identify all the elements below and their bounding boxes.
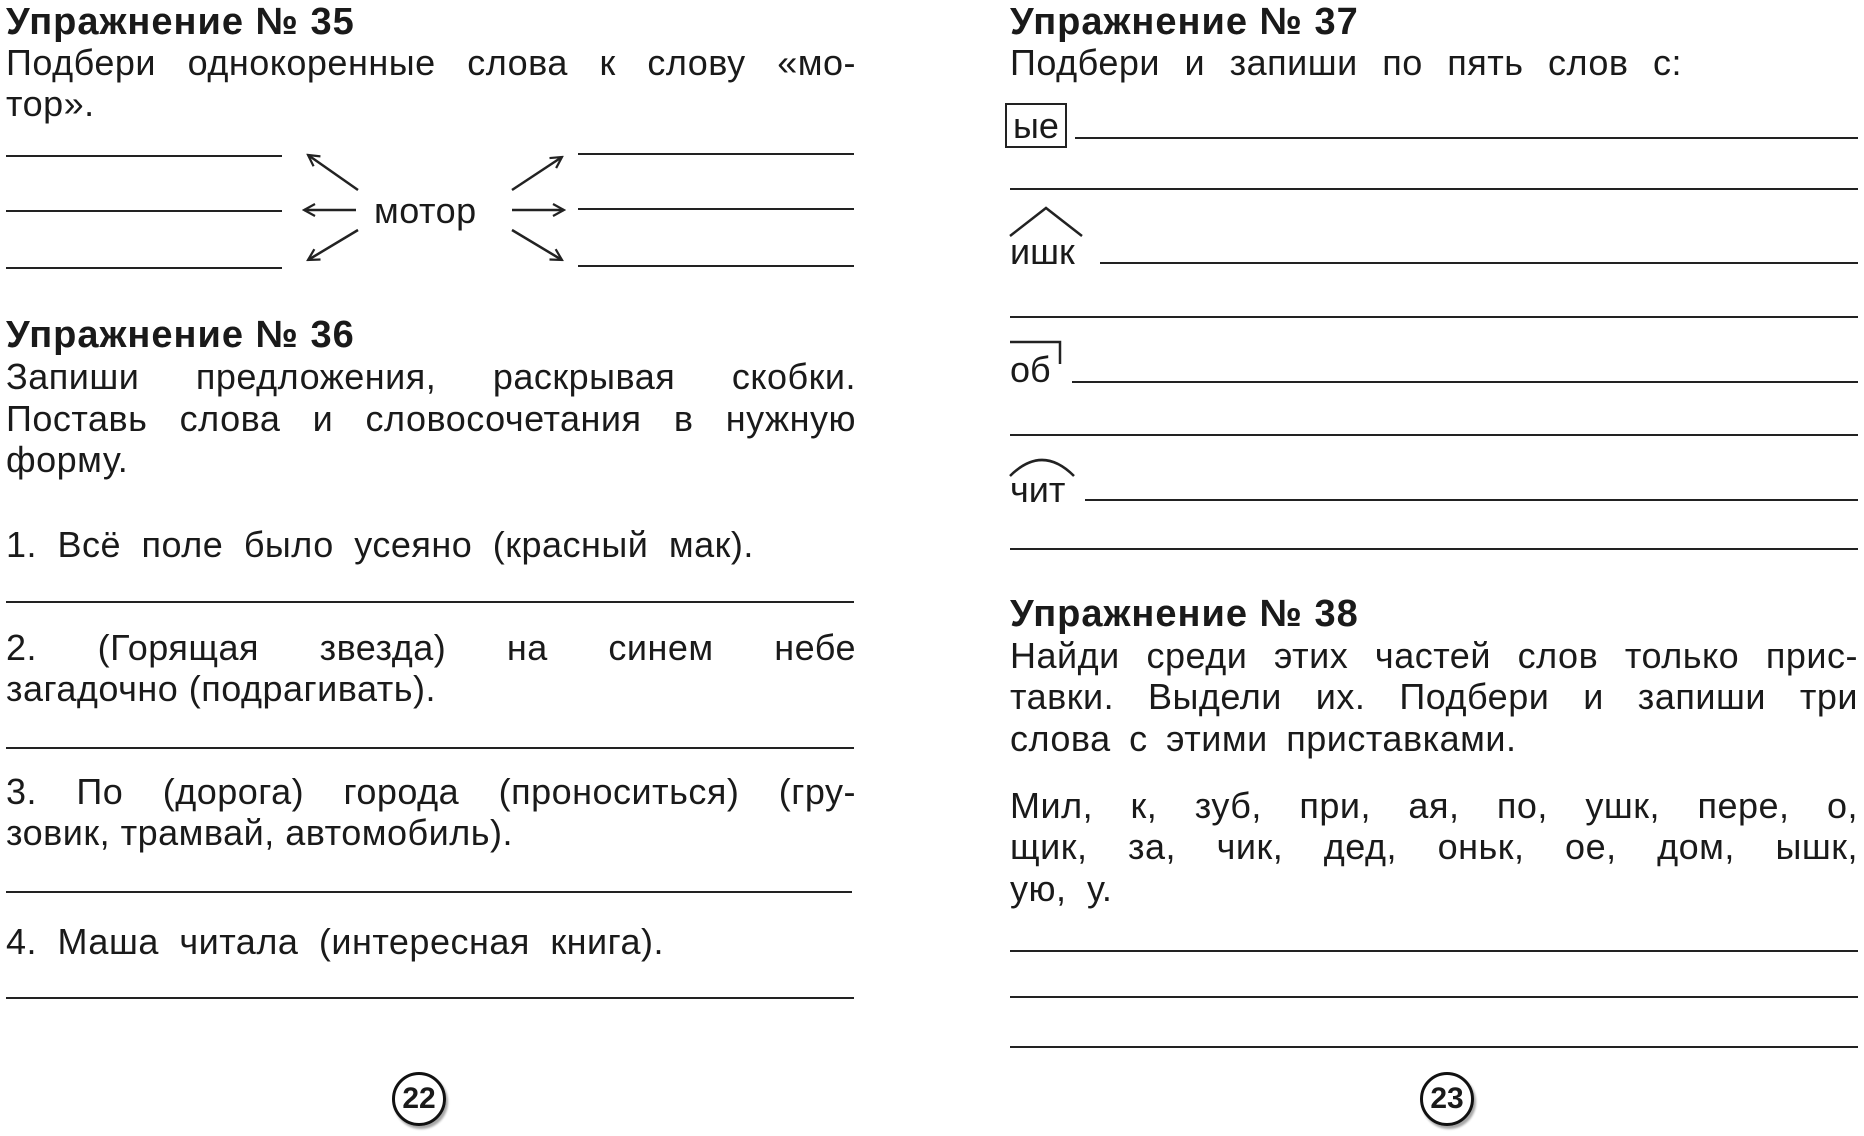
exercise-35-title: Упражнение № 35 [6, 1, 355, 43]
sentence-3-line1: 3. По (дорога) города (проноситься) (гру- [6, 771, 856, 812]
word-parts-line1: Мил, к, зуб, при, ая, по, ушк, пере, о, [1010, 785, 1858, 826]
answer-line[interactable] [6, 210, 282, 212]
exercise-38-task-line3: слова с этими приставками. [1010, 718, 1517, 759]
answer-line[interactable] [1072, 381, 1858, 383]
answer-line[interactable] [1010, 996, 1858, 998]
exercise-38-title: Упражнение № 38 [1010, 593, 1359, 635]
answer-line[interactable] [1010, 548, 1858, 550]
sentence-2-line1: 2. (Горящая звезда) на синем небе [6, 627, 856, 668]
answer-line[interactable] [1010, 188, 1858, 190]
answer-line[interactable] [1010, 950, 1858, 952]
morpheme-root: чит [1010, 469, 1066, 510]
arrow-icon [512, 157, 562, 190]
answer-line[interactable] [1010, 434, 1858, 436]
page-number-22: 22 [392, 1072, 446, 1126]
answer-line[interactable] [578, 265, 854, 267]
answer-line[interactable] [1075, 137, 1858, 139]
sentence-2-line2: загадочно (подрагивать). [6, 668, 436, 709]
sentence-3-line2: зовик, трамвай, автомобиль). [6, 812, 513, 853]
arrow-icon [308, 230, 358, 260]
answer-line[interactable] [1010, 1046, 1858, 1048]
morpheme-prefix: об [1010, 349, 1051, 390]
exercise-37-title: Упражнение № 37 [1010, 1, 1359, 43]
answer-line[interactable] [1100, 262, 1858, 264]
answer-line[interactable] [578, 153, 854, 155]
exercise-36-title: Упражнение № 36 [6, 314, 355, 356]
page-number-23: 23 [1420, 1072, 1474, 1126]
word-parts-line2: щик, за, чик, дед, оньк, ое, дом, ышк, [1010, 826, 1858, 867]
answer-line[interactable] [6, 155, 282, 157]
sentence-1: 1. Всё поле было усеяно (красный мак). [6, 524, 754, 565]
answer-line[interactable] [6, 997, 854, 999]
answer-line[interactable] [1085, 499, 1858, 501]
answer-line[interactable] [578, 208, 854, 210]
exercise-37-task: Подбери и запиши по пять слов с: [1010, 42, 1683, 83]
answer-line[interactable] [6, 747, 854, 749]
arrow-icon [512, 230, 562, 260]
exercise-38-task-line1: Найди среди этих частей слов только прис- [1010, 635, 1858, 676]
exercise-35-task-line1: Подбери однокоренные слова к слову «мо- [6, 42, 856, 83]
answer-line[interactable] [6, 891, 852, 893]
exercise-35-task-line2: тор». [6, 83, 95, 124]
morpheme-suffix: ишк [1010, 231, 1075, 272]
answer-line[interactable] [1010, 316, 1858, 318]
exercise-36-task-line1: Запиши предложения, раскрывая скобки. [6, 356, 856, 397]
answer-line[interactable] [6, 601, 854, 603]
exercise-38-task-line2: тавки. Выдели их. Подбери и запиши три [1010, 676, 1858, 717]
exercise-36-task-line2: Поставь слова и словосочетания в нужную [6, 398, 856, 439]
word-parts-line3: ую, у. [1010, 868, 1113, 909]
answer-line[interactable] [6, 267, 282, 269]
morpheme-ending: ые [1005, 106, 1067, 146]
exercise-36-task-line3: форму. [6, 439, 129, 480]
center-word: мотор [374, 190, 477, 231]
sentence-4: 4. Маша читала (интересная книга). [6, 921, 664, 962]
arrow-icon [308, 155, 358, 190]
